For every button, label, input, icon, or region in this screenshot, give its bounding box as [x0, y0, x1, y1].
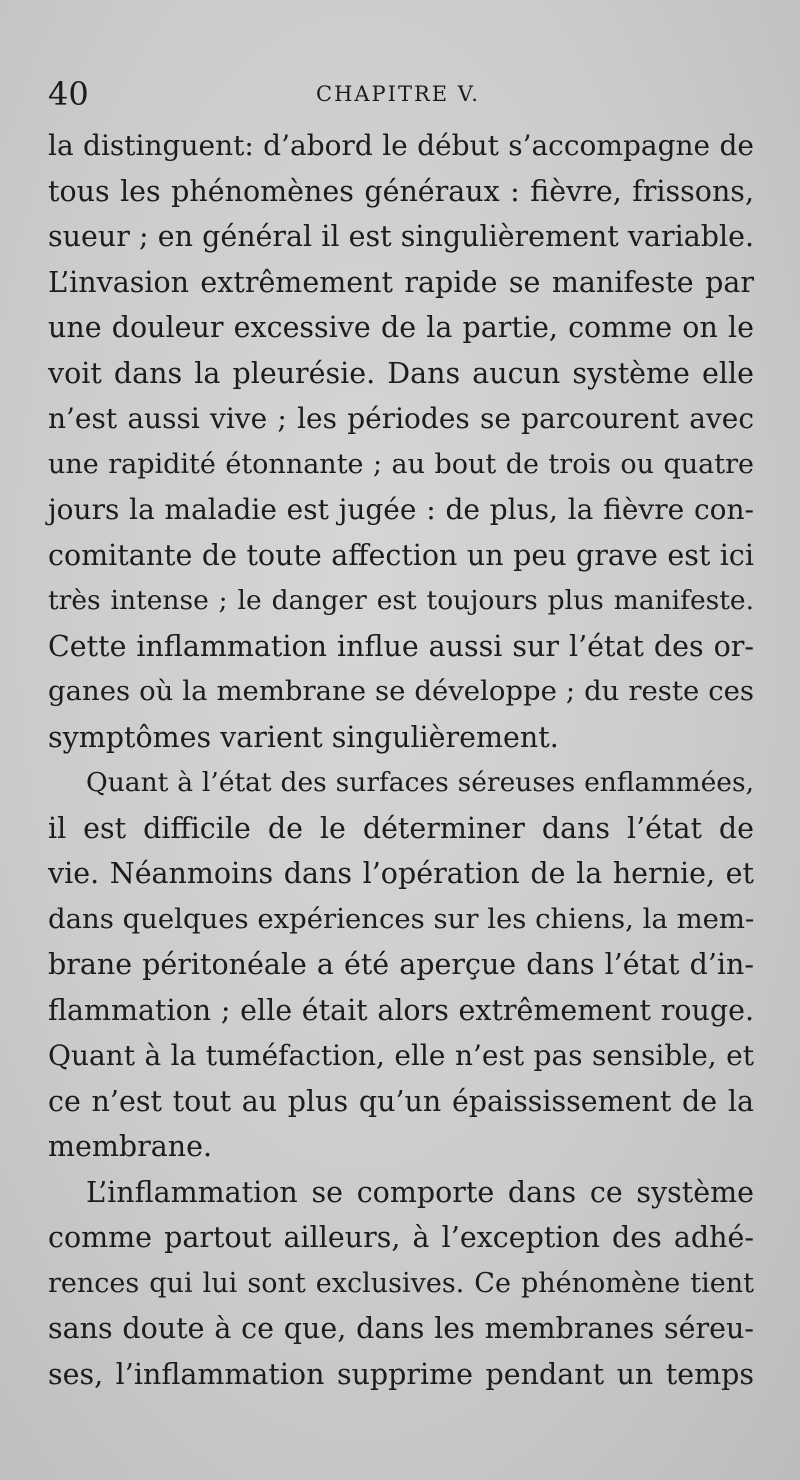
text-line: ce n’est tout au plus qu’un épaississement de la: [48, 1084, 754, 1118]
text-line: vie. Néanmoins dans l’opération de la hernie, et: [48, 857, 754, 890]
text-line: il est difficile de le déterminer dans l’état de: [48, 811, 754, 845]
text-line: membrane.: [48, 1130, 213, 1163]
text-line: tous les phénomènes généraux : fièvre, frissons,: [48, 174, 754, 208]
page-header: [48, 74, 754, 114]
text-line: jours la maladie est jugée : de plus, la fièvre con-: [48, 493, 754, 526]
text-line: dans quelques expériences sur les chiens, la mem-: [48, 902, 755, 935]
text-line: rences qui lui sont exclusives. Ce phénomène tient: [48, 1267, 754, 1299]
text-line: brane péritonéale a été aperçue dans l’état d’in-: [48, 948, 754, 981]
text-line: ses, l’inflammation supprime pendant un temps: [48, 1357, 754, 1391]
text-line: sans doute à ce que, dans les membranes séreu-: [48, 1312, 754, 1345]
text-line: voit dans la pleurésie. Dans aucun système elle: [48, 356, 754, 390]
running-title: CHAPITRE V.: [316, 82, 480, 106]
text-line: symptômes varient singulièrement.: [48, 720, 559, 754]
body-text: [48, 123, 754, 1397]
paragraph-start-line: Quant à l’état des surfaces séreuses enflammées,: [86, 767, 754, 798]
text-line: ganes où la membrane se développe ; du reste ces: [48, 675, 754, 707]
page-number: 40: [48, 75, 89, 113]
text-line: Quant à la tuméfaction, elle n’est pas sensible, et: [48, 1039, 754, 1072]
text-line: comitante de toute affection un peu grave est ici: [48, 538, 754, 572]
text-line: comme partout ailleurs, à l’exception des adhé-: [48, 1221, 754, 1254]
text-line: très intense ; le danger est toujours plus manifeste.: [48, 585, 754, 616]
text-line: sueur ; en général il est singulièrement variable.: [48, 220, 754, 253]
text-line: Cette inflammation influe aussi sur l’état des or-: [48, 629, 754, 663]
text-line: la distinguent: d’abord le début s’accompagne de: [48, 129, 754, 162]
text-line: L’invasion extrêmement rapide se manifeste par: [48, 265, 754, 299]
paragraph-start-line: L’inflammation se comporte dans ce système: [86, 1175, 754, 1209]
text-line: une rapidité étonnante ; au bout de trois ou quatre: [48, 448, 754, 480]
text-line: n’est aussi vive ; les périodes se parcourent avec: [48, 402, 754, 435]
text-line: flammation ; elle était alors extrêmement rouge.: [48, 993, 754, 1027]
text-line: une douleur excessive de la partie, comme on le: [48, 311, 754, 344]
